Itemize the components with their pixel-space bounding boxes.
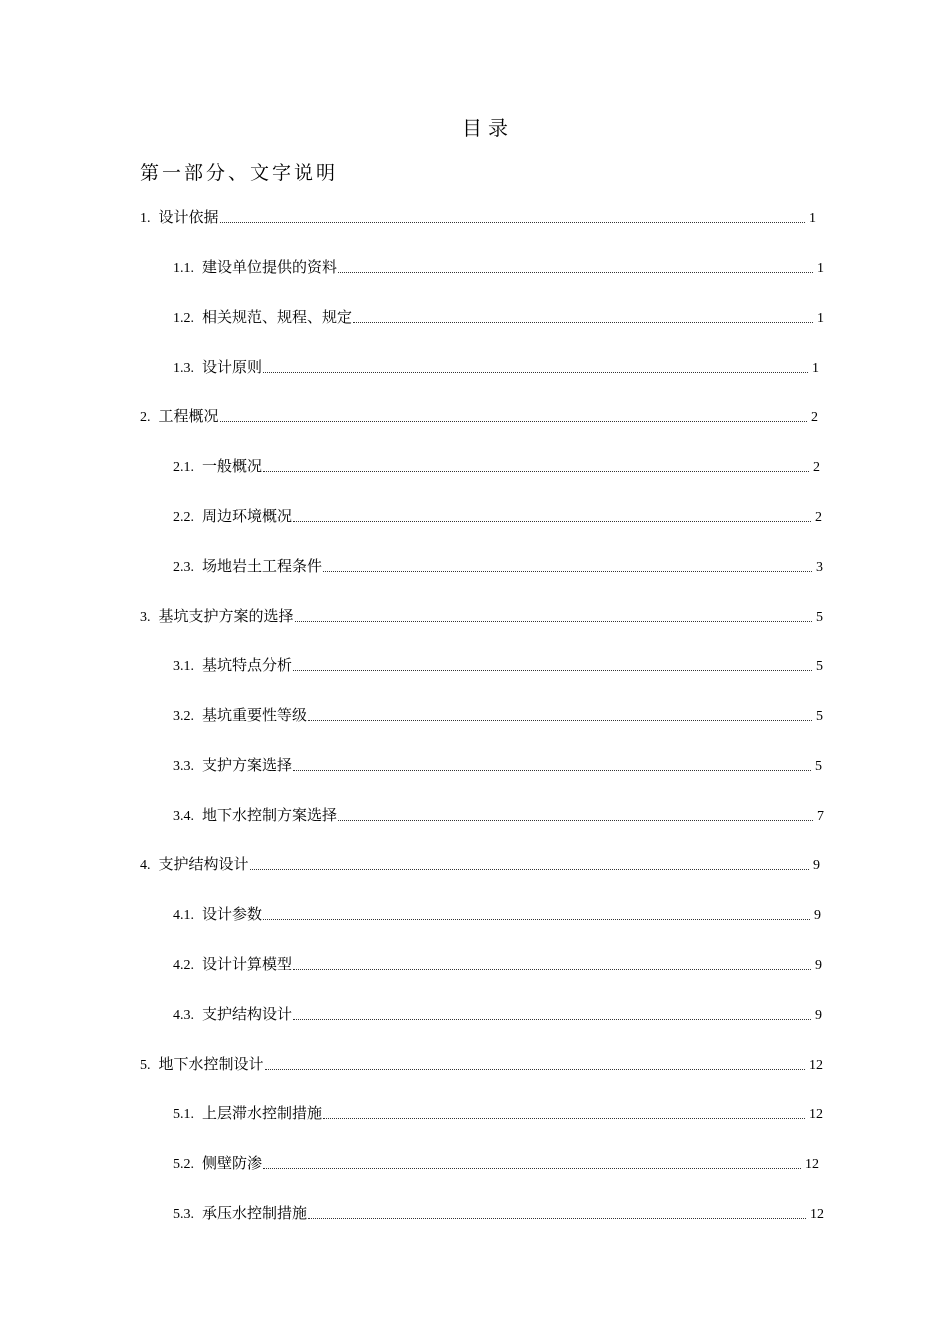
toc-entry-page: 7 [817,809,824,824]
toc-entry-number: 4.1. [173,908,194,923]
toc-entry-number: 3. [140,610,151,625]
toc-entry[interactable] [173,804,824,826]
toc-entry-number: 3.3. [173,759,194,774]
toc-entry-title: 相关规范、规程、规定 [202,308,353,326]
toc-entry[interactable] [173,555,823,577]
toc-entry-title: 基坑特点分析 [202,656,293,674]
toc-entry[interactable] [173,903,821,925]
toc-entry-title: 上层滞水控制措施 [202,1104,323,1122]
toc-entry-title: 建设单位提供的资料 [202,258,338,276]
toc-entry[interactable] [173,1102,823,1124]
toc-entry-title: 场地岩土工程条件 [202,557,323,575]
toc-leader-dots [293,1019,811,1020]
toc-leader-dots [338,272,813,273]
toc-entry[interactable] [173,1152,819,1174]
toc-entry-title: 地下水控制方案选择 [202,806,338,824]
toc-entry-page: 1 [817,261,824,276]
toc-entry[interactable] [173,356,819,378]
toc-leader-dots [220,421,807,422]
toc-entry-page: 2 [815,510,822,525]
toc-entry[interactable] [140,853,820,875]
toc-leader-dots [338,820,813,821]
toc-leader-dots [250,869,809,870]
toc-leader-dots [308,1218,806,1219]
toc-entry-page: 5 [816,659,823,674]
toc-entry-title: 支护方案选择 [202,756,293,774]
toc-entry-page: 1 [809,211,816,226]
toc-entry-number: 5.3. [173,1207,194,1222]
part-heading: 第一部分、文字说明 [140,162,339,184]
toc-entry-number: 3.1. [173,659,194,674]
toc-title: 目录 [462,116,514,140]
toc-leader-dots [353,322,813,323]
toc-entry-number: 4.3. [173,1008,194,1023]
toc-entry-number: 2.3. [173,560,194,575]
toc-entry-number: 1.3. [173,361,194,376]
toc-entry[interactable] [173,505,822,527]
toc-entry-number: 2. [140,410,151,425]
toc-entry[interactable] [173,704,823,726]
toc-entry[interactable] [140,405,818,427]
toc-leader-dots [263,1168,801,1169]
toc-entry-page: 9 [814,908,821,923]
toc-entry-page: 12 [809,1058,823,1073]
toc-entry-number: 1.1. [173,261,194,276]
toc-entry-number: 4.2. [173,958,194,973]
toc-entry-title: 设计计算模型 [202,955,293,973]
toc-entry-title: 设计参数 [202,905,263,923]
toc-entry[interactable] [173,754,822,776]
toc-entry-page: 2 [813,460,820,475]
toc-leader-dots [293,770,811,771]
toc-entry-number: 3.2. [173,709,194,724]
toc-entry-title: 承压水控制措施 [202,1204,308,1222]
toc-entry-page: 2 [811,410,818,425]
toc-entry[interactable] [173,654,823,676]
toc-entry-number: 1. [140,211,151,226]
toc-entry[interactable] [173,953,822,975]
toc-entry-number: 5.2. [173,1157,194,1172]
toc-entry-title: 支护结构设计 [158,855,249,873]
toc-leader-dots [293,670,812,671]
toc-entry-page: 12 [810,1207,824,1222]
toc-entry-page: 9 [815,1008,822,1023]
toc-entry-page: 9 [813,858,820,873]
toc-entry-title: 侧壁防渗 [202,1154,263,1172]
toc-entry-title: 设计依据 [158,208,219,226]
toc-leader-dots [220,222,805,223]
toc-entry[interactable] [140,1053,823,1075]
toc-entry-page: 5 [816,709,823,724]
toc-leader-dots [265,1069,805,1070]
toc-entry-title: 设计原则 [202,358,263,376]
toc-entry-page: 5 [815,759,822,774]
toc-leader-dots [263,919,810,920]
toc-entry-page: 3 [816,560,823,575]
toc-leader-dots [323,1118,805,1119]
toc-leader-dots [293,969,811,970]
toc-entry-page: 1 [812,361,819,376]
toc-entry-page: 12 [809,1107,823,1122]
toc-leader-dots [293,521,811,522]
toc-leader-dots [263,471,809,472]
toc-entry[interactable] [140,605,823,627]
toc-entry-number: 3.4. [173,809,194,824]
toc-entry[interactable] [173,455,820,477]
toc-leader-dots [295,621,812,622]
toc-leader-dots [323,571,812,572]
toc-entry-title: 周边环境概况 [202,507,293,525]
toc-entry-number: 2.1. [173,460,194,475]
toc-entry-title: 支护结构设计 [202,1005,293,1023]
toc-leader-dots [263,372,808,373]
toc-entry[interactable] [173,1003,822,1025]
toc-entry-title: 基坑重要性等级 [202,706,308,724]
toc-entry-page: 5 [816,610,823,625]
toc-entry-number: 5.1. [173,1107,194,1122]
toc-entry-page: 12 [805,1157,819,1172]
toc-entry[interactable] [173,256,824,278]
toc-entry-number: 5. [140,1058,151,1073]
toc-entry-title: 地下水控制设计 [158,1055,264,1073]
toc-entry-page: 9 [815,958,822,973]
toc-entry-title: 基坑支护方案的选择 [158,607,294,625]
toc-leader-dots [308,720,812,721]
toc-entry-number: 2.2. [173,510,194,525]
toc-entry[interactable] [140,206,816,228]
toc-entry[interactable] [173,1202,824,1224]
toc-entry-number: 1.2. [173,311,194,326]
toc-entry-title: 工程概况 [158,407,219,425]
toc-entry-number: 4. [140,858,151,873]
toc-entry-title: 一般概况 [202,457,263,475]
toc-entry-page: 1 [817,311,824,326]
toc-entry[interactable] [173,306,824,328]
